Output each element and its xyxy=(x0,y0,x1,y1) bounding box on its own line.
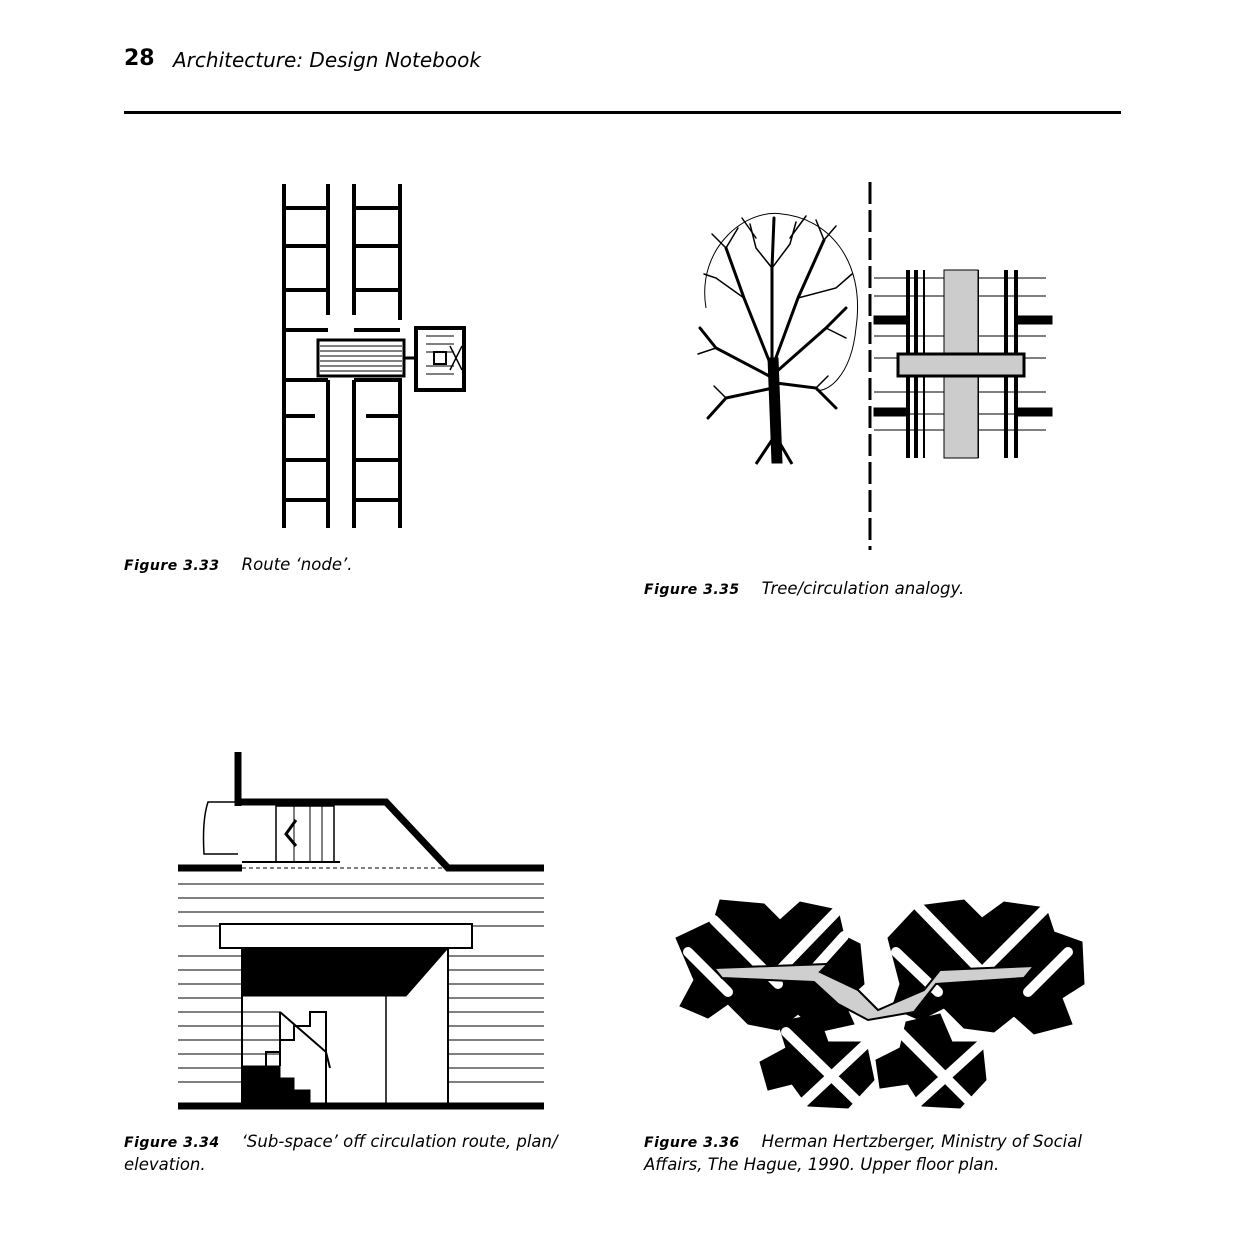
page-number: 28 xyxy=(124,46,155,71)
figure-3-36-drawing xyxy=(668,892,1088,1114)
figure-caption-text: Herman Hertzberger, Ministry of Social Affairs, The Hague, 1990. Upper floor plan. xyxy=(644,1132,1082,1174)
figure-3-34-caption xyxy=(124,1131,574,1175)
figure-3-35-caption xyxy=(644,578,1104,601)
figure-label: Figure 3.35 xyxy=(644,582,740,598)
figure-3-33-drawing xyxy=(270,180,480,535)
header-rule xyxy=(124,111,1121,114)
figure-caption-text: Tree/circulation analogy. xyxy=(761,579,965,598)
figure-3-34-drawing xyxy=(176,750,548,1114)
figure-caption-text: ‘Sub-space’ off circulation route, plan/ elevation. xyxy=(124,1132,558,1174)
figure-3-36-caption xyxy=(644,1131,1104,1175)
figure-label: Figure 3.33 xyxy=(124,558,220,574)
book-title: Architecture: Design Notebook xyxy=(173,48,481,72)
figure-label: Figure 3.34 xyxy=(124,1135,220,1151)
figure-3-35-drawing xyxy=(686,178,1056,554)
figure-caption-text: Route ‘node’. xyxy=(241,555,353,574)
figure-3-33-caption xyxy=(124,554,564,577)
figure-label: Figure 3.36 xyxy=(644,1135,740,1151)
